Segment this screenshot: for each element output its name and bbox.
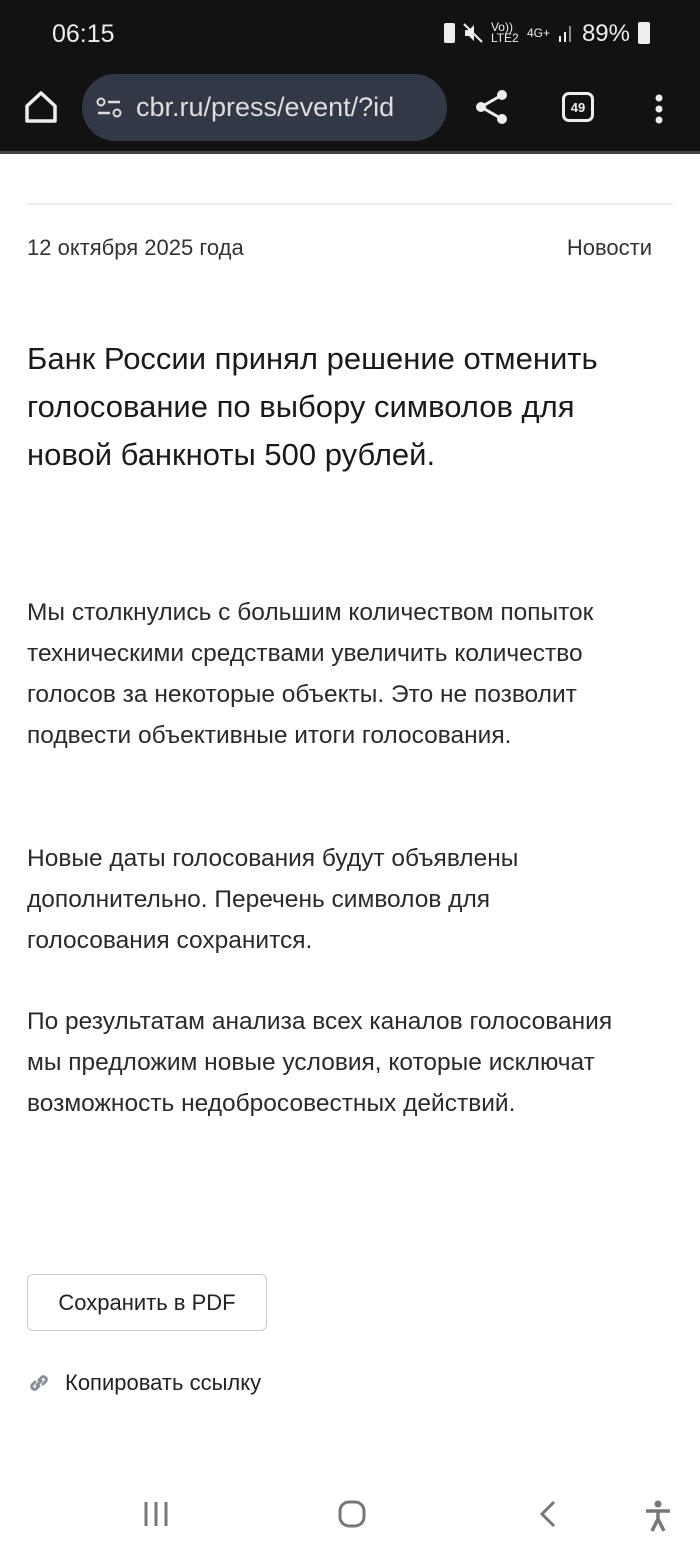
mute-icon: [463, 22, 483, 44]
article-paragraph: По результатам анализа всех каналов голосования мы предложим новые условия, которые исключат возможность недобросовестных действий.: [27, 1008, 613, 1117]
divider: [27, 203, 673, 205]
accessibility-icon[interactable]: [644, 1500, 672, 1537]
link-icon: [27, 1371, 51, 1395]
system-nav-bar: [0, 1480, 700, 1556]
home-icon[interactable]: [22, 88, 60, 126]
more-options-icon[interactable]: [654, 94, 664, 124]
save-pdf-button[interactable]: Сохранить в PDF: [27, 1274, 267, 1331]
clipped-previous-text: [370, 157, 400, 163]
tab-switcher-button[interactable]: 49: [562, 92, 594, 122]
url-text: cbr.ru/press/event/?id: [136, 92, 395, 122]
article-paragraph: Новые даты голосования будут объявлены дополнительно. Перечень символов для голосования сохранится.: [27, 845, 519, 954]
site-settings-icon[interactable]: [96, 97, 122, 119]
copy-link[interactable]: [27, 1370, 261, 1396]
battery-icon: [638, 22, 650, 44]
network-type: 4G+: [526, 25, 550, 40]
recent-apps-icon[interactable]: [143, 1500, 169, 1533]
status-icons: [444, 19, 650, 47]
battery-percent: 89%: [581, 19, 630, 47]
signal-icon: [558, 24, 574, 42]
share-icon[interactable]: [474, 89, 510, 125]
battery-saver-icon: [444, 23, 455, 43]
article-paragraph: Мы столкнулись с большим количеством попыток техническими средствами увеличить количество голосов за некоторые объекты. Это не позволит подвести объективные итоги голосования.: [27, 599, 594, 749]
browser-toolbar: [0, 72, 700, 154]
status-bar: [0, 0, 700, 72]
back-icon[interactable]: [538, 1500, 558, 1533]
status-time: 06:15: [52, 20, 115, 48]
article-category[interactable]: Новости: [566, 235, 652, 260]
copy-link-label: Копировать ссылку: [65, 1370, 262, 1395]
article-date: 12 октября 2025 года: [27, 235, 244, 260]
home-nav-icon[interactable]: [338, 1500, 366, 1533]
article-title: Банк России принял решение отменить голосование по выбору символов для новой банкноты 500 рублей.: [27, 341, 598, 472]
address-bar[interactable]: [82, 74, 447, 141]
volte-indicator: Vo)) LTE2: [490, 20, 519, 45]
